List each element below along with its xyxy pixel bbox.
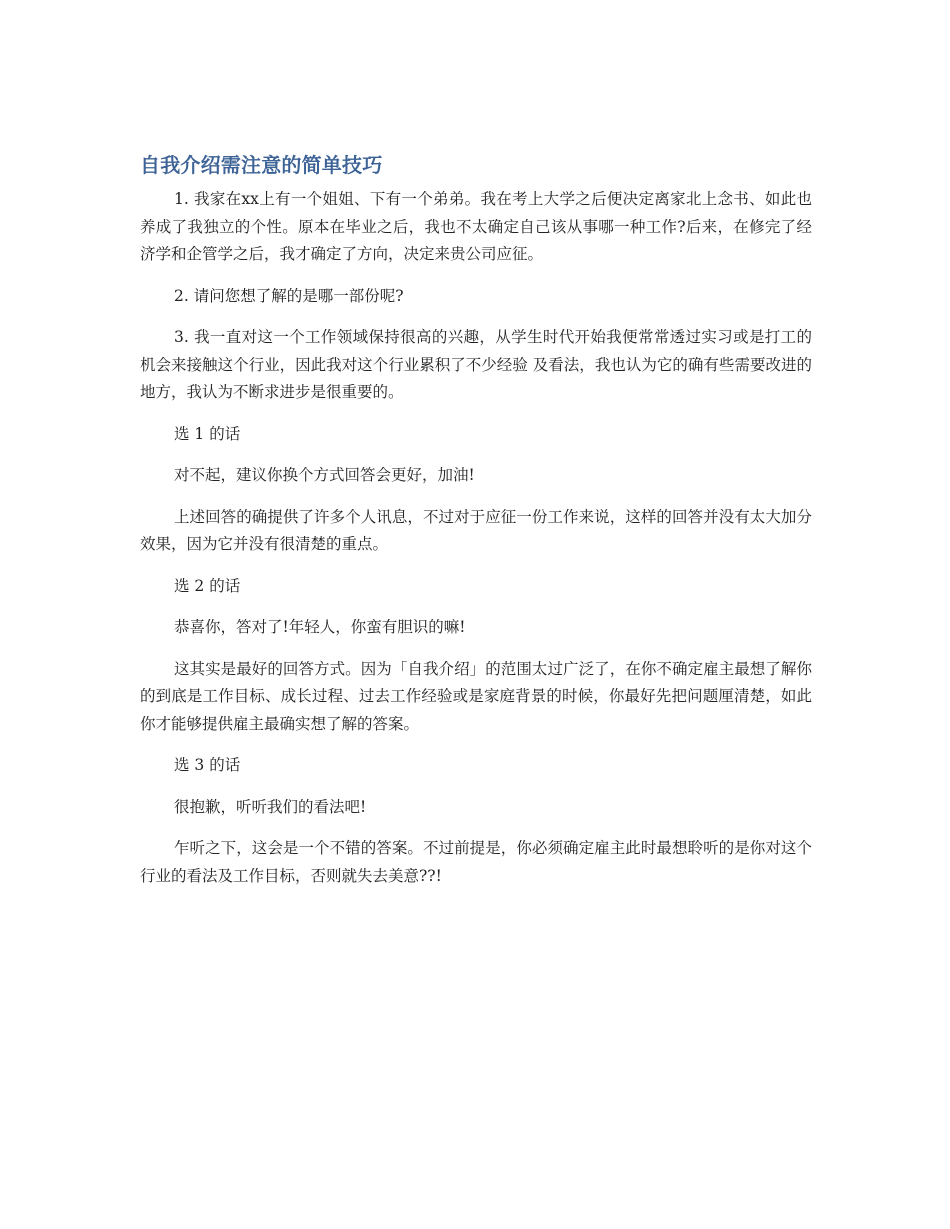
paragraph-choice-2-heading: 选 2 的话 [174,576,241,595]
paragraph-answer-1: 1. 我家在xx上有一个姐姐、下有一个弟弟。我在考上大学之后便决定离家北上念书、如此也养成了我独立的个性。原本在毕业之后，我也不太确定自己该从事哪一种工作?后来，在修完了经济学和企管学之后，我才确定了方向，决定来贵公司应征。 [140,190,812,263]
paragraph-choice-1-verdict: 对不起，建议你换个方式回答会更好，加油! [174,466,475,484]
paragraph-answer-3: 3. 我一直对这一个工作领域保持很高的兴趣，从学生时代开始我便常常透过实习或是打工的机会来接触这个行业，因此我对这个行业累积了不少经验 及看法，我也认为它的确有些需要改进的地方，我认为不断求进步是很重要的。 [140,328,812,401]
document-page [140,148,812,904]
paragraph-choice-2-verdict: 恭喜你，答对了!年轻人，你蛮有胆识的嘛! [174,618,466,636]
paragraph-choice-2-explanation: 这其实是最好的回答方式。因为「自我介绍」的范围太过广泛了，在你不确定雇主最想了解你的到底是工作目标、成长过程、过去工作经验或是家庭背景的时候，你最好先把问题厘清楚，如此你才能够提供雇主最确实想了解的答案。 [140,659,812,733]
document-title: 自我介绍需注意的简单技巧 [140,153,383,177]
paragraph-choice-1-explanation: 上述回答的确提供了许多个人讯息，不过对于应征一份工作来说，这样的回答并没有太大加分效果，因为它并没有很清楚的重点。 [140,507,812,553]
paragraph-choice-1-heading: 选 1 的话 [174,424,241,443]
paragraph-choice-3-verdict: 很抱歉，听听我们的看法吧! [174,797,367,816]
paragraph-choice-3-explanation: 乍听之下，这会是一个不错的答案。不过前提是，你必须确定雇主此时最想聆听的是你对这个行业的看法及工作目标，否则就失去美意??! [140,839,812,885]
paragraph-choice-3-heading: 选 3 的话 [174,756,241,774]
paragraph-answer-2: 2. 请问您想了解的是哪一部份呢? [174,286,404,305]
